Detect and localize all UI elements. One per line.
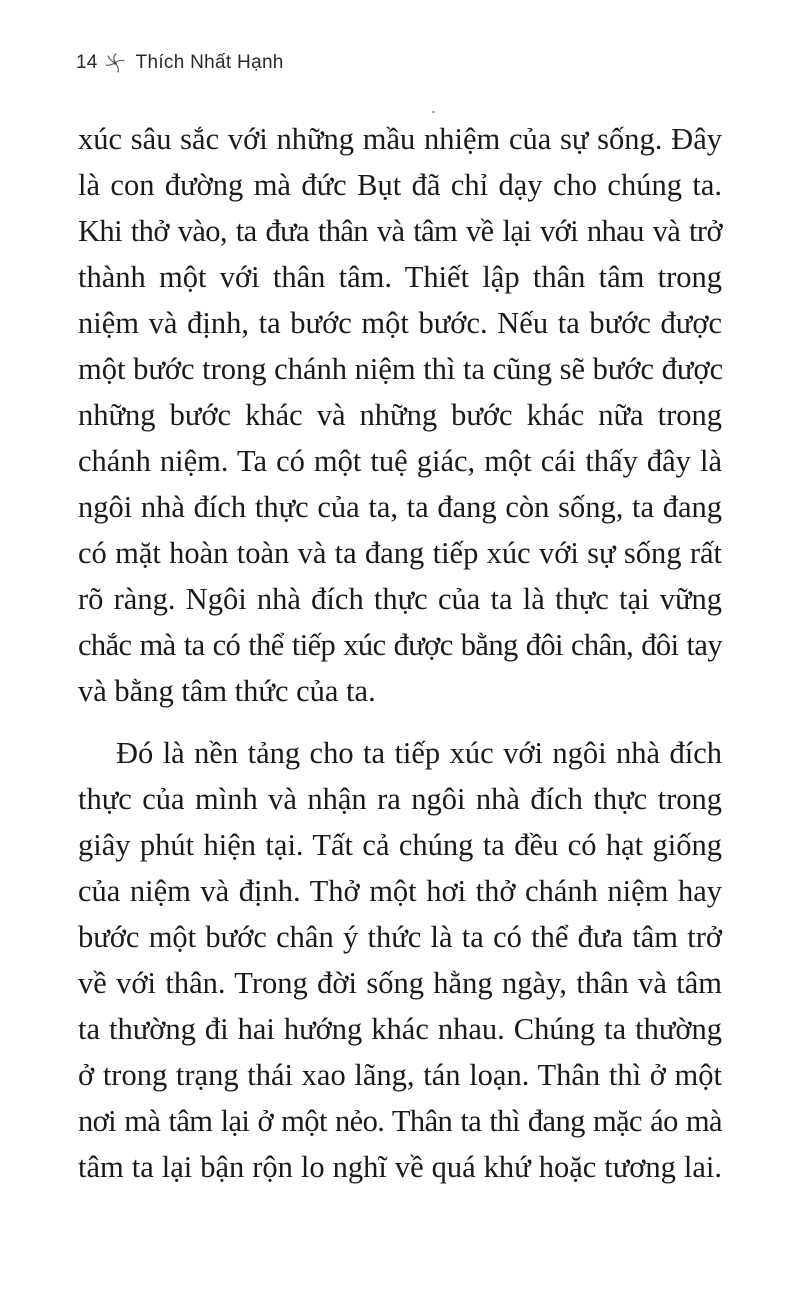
text-line: của niệm và định. Thở một hơi thở chánh niệm hay xyxy=(78,874,722,908)
text-line: chánh niệm. Ta có một tuệ giác, một cái thấy đây là xyxy=(78,444,722,478)
text-line: ngôi nhà đích thực của ta, ta đang còn sống, ta đang xyxy=(78,490,722,524)
paragraph xyxy=(78,116,722,714)
paragraph xyxy=(78,730,722,1190)
body-text xyxy=(78,116,722,1190)
paragraph-gap xyxy=(78,714,722,730)
text-line: rõ ràng. Ngôi nhà đích thực của ta là thực tại vững xyxy=(78,582,722,616)
text-line: một bước trong chánh niệm thì ta cũng sẽ bước được xyxy=(78,352,724,386)
text-line: ở trong trạng thái xao lãng, tán loạn. Thân thì ở một xyxy=(78,1058,722,1092)
text-line: ta thường đi hai hướng khác nhau. Chúng ta thường xyxy=(78,1012,722,1046)
text-line: tâm ta lại bận rộn lo nghĩ về quá khứ hoặc tương lai. xyxy=(78,1150,722,1184)
text-line: xúc sâu sắc với những mầu nhiệm của sự sống. Đây xyxy=(78,122,722,156)
page-number: 14 xyxy=(76,52,98,73)
text-line: bước một bước chân ý thức là ta có thể đưa tâm trở xyxy=(78,920,722,954)
author-name: Thích Nhất Hạnh xyxy=(135,52,284,73)
text-line: chắc mà ta có thể tiếp xúc được bằng đôi chân, đôi tay xyxy=(78,628,722,662)
flower-ornament-icon xyxy=(104,52,126,74)
text-line: niệm và định, ta bước một bước. Nếu ta bước được xyxy=(78,306,722,340)
text-line: giây phút hiện tại. Tất cả chúng ta đều có hạt giống xyxy=(78,828,722,862)
print-speck xyxy=(432,111,435,113)
text-line: là con đường mà đức Bụt đã chỉ dạy cho chúng ta. xyxy=(78,168,722,202)
running-header xyxy=(76,50,284,76)
text-line: thực của mình và nhận ra ngôi nhà đích thực trong xyxy=(78,782,722,816)
text-line: nơi mà tâm lại ở một nẻo. Thân ta thì đang mặc áo mà xyxy=(78,1104,722,1138)
text-line: và bằng tâm thức của ta. xyxy=(78,674,376,708)
text-line: có mặt hoàn toàn và ta đang tiếp xúc với sự sống rất xyxy=(78,536,722,570)
text-line: Đó là nền tảng cho ta tiếp xúc với ngôi nhà đích xyxy=(116,736,722,770)
text-line: về với thân. Trong đời sống hằng ngày, thân và tâm xyxy=(78,966,722,1000)
text-line: những bước khác và những bước khác nữa trong xyxy=(78,398,722,432)
text-line: Khi thở vào, ta đưa thân và tâm về lại với nhau và trở xyxy=(78,214,722,248)
text-line: thành một với thân tâm. Thiết lập thân tâm trong xyxy=(78,260,722,294)
